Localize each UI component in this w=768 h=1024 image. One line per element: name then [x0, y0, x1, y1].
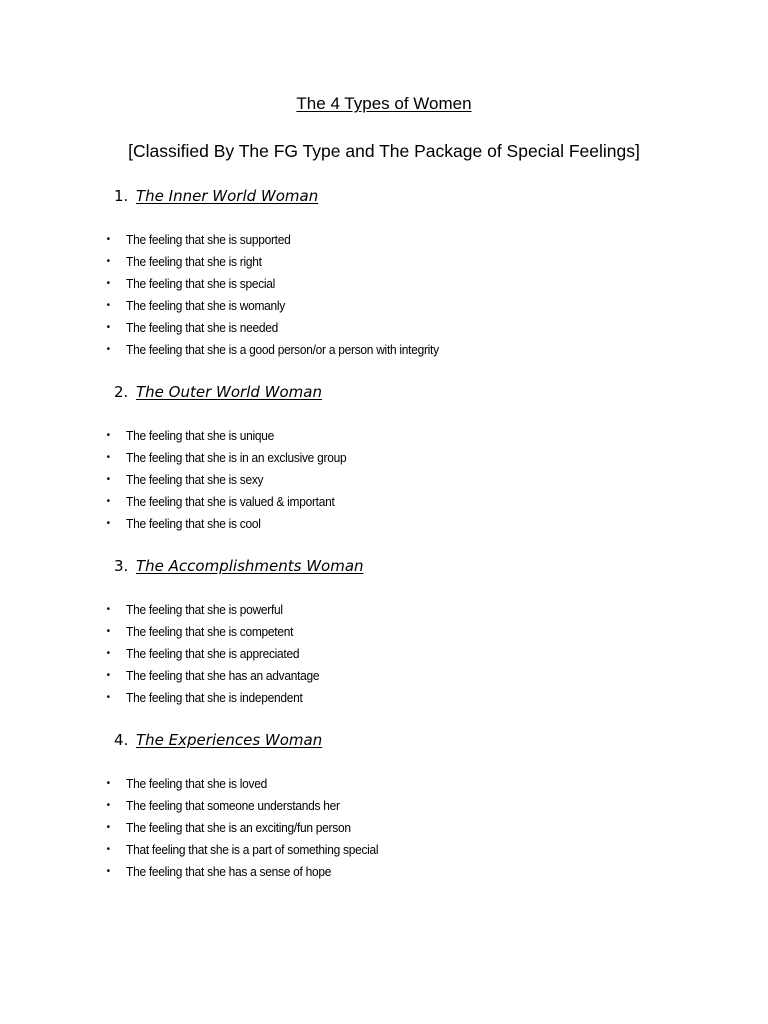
list-item-text: The feeling that she is loved — [126, 776, 267, 791]
list-item — [0, 425, 346, 447]
section-title: The Inner World Woman — [136, 187, 319, 205]
bullet: • — [106, 822, 110, 833]
section-list-outer-world — [0, 425, 376, 535]
bullet: • — [106, 300, 110, 311]
list-item-text: That feeling that she is a part of something special — [126, 842, 379, 857]
section-list-accomplishments — [0, 599, 347, 709]
bullet: • — [106, 844, 110, 855]
list-item-text: The feeling that she is special — [126, 276, 276, 291]
list-item-text: The feeling that she has a sense of hope — [126, 864, 332, 879]
list-item-text: The feeling that someone understands her — [126, 798, 340, 813]
section-number: 4. — [114, 731, 129, 749]
document-subtitle: [Classified By The FG Type and The Package of Special Feelings] — [128, 141, 640, 161]
list-item-text: The feeling that she is in an exclusive group — [126, 450, 347, 465]
list-item-text: The feeling that she is a good person/or a person with integrity — [126, 342, 439, 357]
list-item — [0, 599, 319, 621]
list-item-text: The feeling that she is cool — [126, 516, 261, 531]
section-number: 1. — [114, 187, 129, 205]
section-heading-experiences — [114, 730, 322, 750]
bullet: • — [106, 670, 110, 681]
list-item — [0, 687, 319, 709]
list-item-text: The feeling that she is womanly — [126, 298, 286, 313]
list-item-text: The feeling that she is unique — [126, 428, 275, 443]
section-heading-outer-world — [114, 382, 322, 402]
list-item — [0, 273, 439, 295]
section-number: 2. — [114, 383, 129, 401]
bullet: • — [106, 626, 110, 637]
list-item — [0, 795, 378, 817]
section-title: The Experiences Woman — [136, 731, 323, 749]
list-item — [0, 643, 319, 665]
list-item — [0, 469, 346, 491]
list-item — [0, 621, 319, 643]
section-heading-accomplishments — [114, 556, 364, 576]
section-title: The Outer World Woman — [136, 383, 322, 401]
bullet: • — [106, 322, 110, 333]
section-number: 3. — [114, 557, 129, 575]
list-item — [0, 817, 378, 839]
list-item-text: The feeling that she is competent — [126, 624, 294, 639]
bullet: • — [106, 778, 110, 789]
list-item — [0, 229, 439, 251]
bullet: • — [106, 430, 110, 441]
list-item-text: The feeling that she is sexy — [126, 472, 264, 487]
list-item-text: The feeling that she is valued & important — [126, 494, 335, 509]
bullet: • — [106, 344, 110, 355]
document-title-text: The 4 Types of Women — [296, 94, 472, 113]
list-item — [0, 491, 346, 513]
section-list-experiences — [0, 773, 411, 883]
bullet: • — [106, 452, 110, 463]
list-item — [0, 317, 439, 339]
bullet: • — [106, 474, 110, 485]
list-item — [0, 665, 319, 687]
bullet: • — [106, 604, 110, 615]
bullet: • — [106, 518, 110, 529]
bullet: • — [106, 278, 110, 289]
list-item-text: The feeling that she is appreciated — [126, 646, 300, 661]
list-item-text: The feeling that she is right — [126, 254, 262, 269]
list-item — [0, 513, 346, 535]
list-item-text: The feeling that she is supported — [126, 232, 291, 247]
list-item — [0, 295, 439, 317]
section-list-inner-world — [0, 229, 477, 361]
section-heading-inner-world — [114, 186, 318, 206]
list-item — [0, 773, 378, 795]
list-item-text: The feeling that she has an advantage — [126, 668, 320, 683]
document-title — [0, 93, 768, 115]
bullet: • — [106, 800, 110, 811]
bullet: • — [106, 496, 110, 507]
bullet: • — [106, 866, 110, 877]
bullet: • — [106, 692, 110, 703]
list-item — [0, 339, 439, 361]
bullet: • — [106, 648, 110, 659]
list-item — [0, 251, 439, 273]
list-item-text: The feeling that she is powerful — [126, 602, 283, 617]
section-title: The Accomplishments Woman — [136, 557, 364, 575]
list-item — [0, 861, 378, 883]
list-item-text: The feeling that she is needed — [126, 320, 279, 335]
list-item — [0, 839, 378, 861]
list-item-text: The feeling that she is an exciting/fun person — [126, 820, 351, 835]
bullet: • — [106, 256, 110, 267]
bullet: • — [106, 234, 110, 245]
list-item-text: The feeling that she is independent — [126, 690, 303, 705]
list-item — [0, 447, 346, 469]
